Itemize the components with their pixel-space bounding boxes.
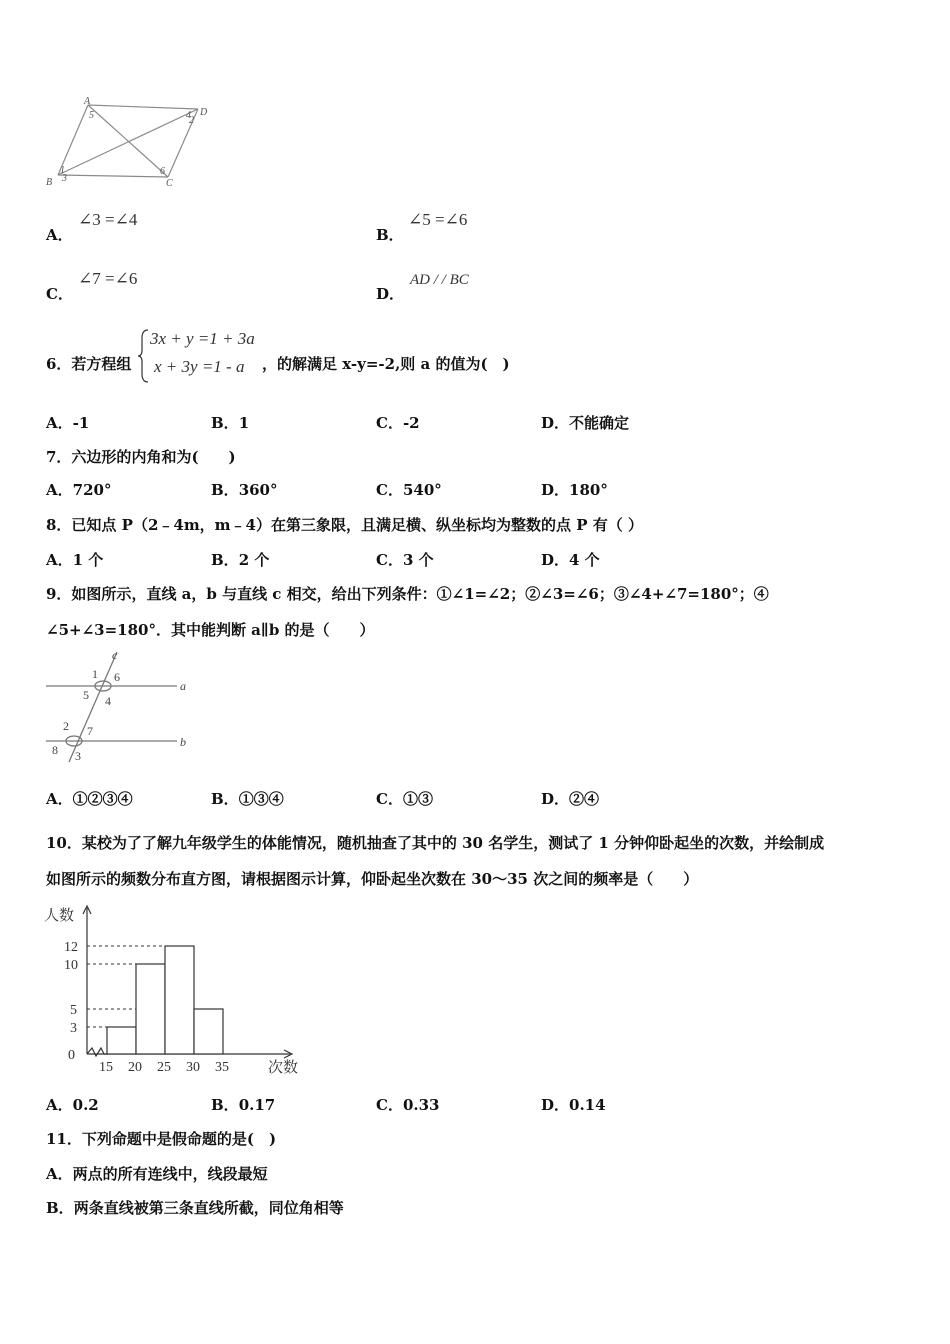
histogram-y-tick: 3 xyxy=(70,1021,77,1036)
q8-option-c[interactable] xyxy=(376,550,434,570)
fig9-label-b: b xyxy=(180,735,186,749)
q8-stem: 8．已知点 P（2﹣4m，m﹣4）在第三象限，且满足横、纵坐标均为整数的点 P 有（ ） xyxy=(46,516,643,534)
q5-option-c-letter[interactable]: C． xyxy=(46,285,73,303)
option-text: 两点的所有连线中，线段最短 xyxy=(72,1165,268,1183)
option-text: -1 xyxy=(72,414,90,432)
fig9-label-7: 7 xyxy=(87,724,93,738)
q6-option-a[interactable] xyxy=(46,413,89,433)
option-text: 1 个 xyxy=(72,551,104,569)
option-text: 540° xyxy=(402,481,442,499)
histogram-y-label: 人数 xyxy=(44,908,75,924)
fig9-label-4: 4 xyxy=(105,694,111,708)
q6-equation-2: x + 3y =1 - a xyxy=(154,357,245,376)
option-letter: D． xyxy=(541,551,570,569)
option-text: ①②③④ xyxy=(72,790,133,808)
option-text: 360° xyxy=(238,481,278,499)
option-letter: C． xyxy=(376,481,403,499)
q10-option-b[interactable] xyxy=(211,1095,275,1115)
q7-option-b[interactable] xyxy=(211,480,278,500)
q5-option-a-letter[interactable]: A． xyxy=(46,226,73,244)
fig9-label-c: c xyxy=(112,648,118,662)
option-text: 0.17 xyxy=(238,1096,276,1114)
q7-option-c[interactable] xyxy=(376,480,442,500)
option-text: 0.2 xyxy=(72,1096,99,1114)
fig5-label-5: 5 xyxy=(89,110,94,121)
option-letter: C． xyxy=(376,414,403,432)
q6-suffix: ，的解满足 x-y=-2,则 a 的值为( ) xyxy=(262,355,510,373)
option-letter: A． xyxy=(46,481,73,499)
histogram-bar xyxy=(165,946,194,1054)
q9-parallel-lines-figure xyxy=(44,648,194,766)
option-letter: D． xyxy=(541,1096,570,1114)
option-text: ②④ xyxy=(569,790,600,808)
q5-option-d-letter[interactable]: D． xyxy=(376,285,405,303)
fig9-label-3: 3 xyxy=(75,749,81,763)
option-text: 不能确定 xyxy=(569,414,630,432)
q9-option-a[interactable] xyxy=(46,789,133,809)
fig9-label-a: a xyxy=(180,679,186,693)
q9-option-d[interactable] xyxy=(541,789,599,809)
option-letter: C． xyxy=(376,790,403,808)
option-letter: B． xyxy=(46,1199,74,1217)
histogram-y-tick: 5 xyxy=(70,1003,77,1018)
q5-option-a-math: ∠3 =∠4 xyxy=(78,210,138,229)
option-letter: B． xyxy=(211,790,239,808)
q6-option-d[interactable] xyxy=(541,413,629,433)
option-text: 3 个 xyxy=(402,551,434,569)
q6-equation-1: 3x + y =1 + 3a xyxy=(150,329,255,348)
option-text: 180° xyxy=(569,481,608,499)
option-letter: A． xyxy=(46,1096,73,1114)
q6-prefix: 6．若方程组 xyxy=(46,355,132,373)
fig5-label-4: 4 xyxy=(186,110,191,121)
q11-option-a[interactable] xyxy=(46,1164,268,1184)
q8-option-d[interactable] xyxy=(541,550,600,570)
option-letter: B． xyxy=(211,1096,239,1114)
option-text: -2 xyxy=(402,414,420,432)
fig5-label-2: 2 xyxy=(189,115,194,126)
q10-stem-line-1: 10．某校为了了解九年级学生的体能情况，随机抽查了其中的 30 名学生，测试了 1 分钟仰卧起坐的次数，并绘制成 xyxy=(46,834,825,852)
q9-option-c[interactable] xyxy=(376,789,433,809)
q10-option-c[interactable] xyxy=(376,1095,440,1115)
q5-parallelogram-figure xyxy=(40,95,220,190)
histogram-x-tick: 25 xyxy=(157,1060,171,1075)
fig5-label-C: C xyxy=(166,178,173,189)
option-letter: B． xyxy=(211,481,239,499)
option-text: 0.14 xyxy=(569,1096,606,1114)
option-text: 720° xyxy=(72,481,112,499)
option-letter: D． xyxy=(541,414,570,432)
q10-histogram xyxy=(40,900,310,1080)
option-letter: D． xyxy=(541,481,570,499)
q10-option-a[interactable] xyxy=(46,1095,99,1115)
fig9-label-5: 5 xyxy=(83,688,89,702)
fig9-label-8: 8 xyxy=(52,743,58,757)
q10-option-d[interactable] xyxy=(541,1095,606,1115)
histogram-y-tick: 0 xyxy=(68,1048,75,1063)
q6-system-brace xyxy=(138,328,150,384)
q8-option-a[interactable] xyxy=(46,550,103,570)
option-text: 两条直线被第三条直线所截，同位角相等 xyxy=(73,1199,344,1217)
option-text: 4 个 xyxy=(569,551,600,569)
fig5-label-A: A xyxy=(84,96,91,107)
q9-stem-line-2: ∠5+∠3=180°．其中能判断 a∥b 的是（ ） xyxy=(46,621,375,639)
histogram-bar xyxy=(136,964,165,1054)
option-letter: B． xyxy=(211,414,239,432)
option-letter: C． xyxy=(376,1096,403,1114)
histogram-x-tick: 30 xyxy=(186,1060,200,1075)
option-letter: C． xyxy=(376,551,403,569)
option-text: ①③④ xyxy=(238,790,284,808)
q5-option-d-math: AD / / BC xyxy=(410,272,469,288)
q8-option-b[interactable] xyxy=(211,550,269,570)
q5-option-b-math: ∠5 =∠6 xyxy=(408,210,468,229)
histogram-bar xyxy=(194,1009,223,1054)
q7-option-d[interactable] xyxy=(541,480,608,500)
option-letter: A． xyxy=(46,551,73,569)
fig5-label-D: D xyxy=(200,107,208,118)
option-letter: A． xyxy=(46,1165,73,1183)
option-text: 1 xyxy=(238,414,250,432)
q7-option-a[interactable] xyxy=(46,480,111,500)
fig9-label-1: 1 xyxy=(92,667,98,681)
fig5-label-B: B xyxy=(46,177,53,188)
histogram-x-tick: 20 xyxy=(128,1060,142,1075)
fig5-label-6: 6 xyxy=(160,166,165,177)
option-text: ①③ xyxy=(402,790,433,808)
option-letter: D． xyxy=(541,790,570,808)
q7-stem: 7．六边形的内角和为( ) xyxy=(46,448,236,466)
histogram-x-label: 次数 xyxy=(268,1060,299,1076)
q5-option-b-letter[interactable]: B． xyxy=(376,226,404,244)
histogram-y-tick: 10 xyxy=(64,958,78,973)
fig9-label-2: 2 xyxy=(63,719,69,733)
histogram-x-tick: 35 xyxy=(215,1060,229,1075)
q11-stem: 11．下列命题中是假命题的是( ) xyxy=(46,1130,277,1148)
option-letter: B． xyxy=(211,551,239,569)
option-text: 0.33 xyxy=(402,1096,440,1114)
option-letter: A． xyxy=(46,414,73,432)
q11-option-b[interactable] xyxy=(46,1198,344,1218)
option-text: 2 个 xyxy=(238,551,270,569)
option-letter: A． xyxy=(46,790,73,808)
q5-option-c-math: ∠7 =∠6 xyxy=(78,269,138,288)
q9-stem-line-1: 9．如图所示，直线 a，b 与直线 c 相交，给出下列条件：①∠1=∠2；②∠3=∠6；③∠4+∠7=180°；④ xyxy=(46,585,769,603)
q9-option-b[interactable] xyxy=(211,789,284,809)
histogram-x-tick: 15 xyxy=(99,1060,113,1075)
fig9-label-6: 6 xyxy=(114,670,120,684)
q6-option-c[interactable] xyxy=(376,413,420,433)
histogram-y-tick: 12 xyxy=(64,940,78,955)
histogram-bar xyxy=(107,1027,136,1054)
q10-stem-line-2: 如图所示的频数分布直方图，请根据图示计算，仰卧起坐次数在 30～35 次之间的频率是（ ） xyxy=(46,870,699,888)
fig5-label-3: 3 xyxy=(62,173,67,184)
q6-option-b[interactable] xyxy=(211,413,249,433)
fig5-label-1: 1 xyxy=(60,165,65,176)
